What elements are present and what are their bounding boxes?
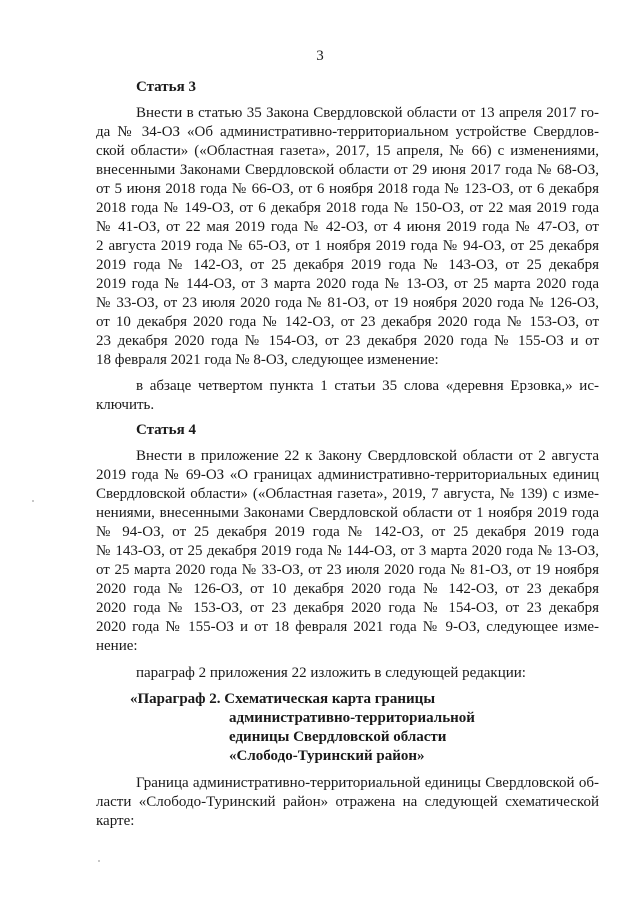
text-line: 2020 года № 126-ОЗ, от 10 декабря 2020 года № 142-ОЗ, от 23 декабря: [96, 581, 599, 597]
border-text-line: ласти «Слободо-Туринский район» отражена на следующей схематической: [96, 794, 599, 810]
text-line: № 41-ОЗ, от 22 мая 2019 года № 42-ОЗ, от 4 июня 2019 года № 47-ОЗ, от: [96, 219, 599, 235]
text-line: 2019 года № 144-ОЗ, от 3 марта 2020 года № 13-ОЗ, от 25 марта 2020 года: [96, 276, 599, 292]
text-line: 2018 года № 149-ОЗ, от 6 декабря 2018 года № 150-ОЗ, от 22 мая 2019 года: [96, 200, 599, 216]
text-line: Внести в статью 35 Закона Свердловской области от 13 апреля 2017 го-: [136, 105, 599, 121]
text-line: 18 февраля 2021 года № 8-ОЗ, следующее изменение:: [96, 352, 439, 368]
text-line: нение:: [96, 638, 138, 654]
scan-speck: [32, 500, 34, 502]
text-line: внесенными Законами Свердловской области от 29 июня 2017 года № 68-ОЗ,: [96, 162, 599, 178]
text-line: от 10 декабря 2020 года № 142-ОЗ, от 23 декабря 2020 года № 153-ОЗ, от: [96, 314, 599, 330]
amendment-line: в абзаце четвертом пункта 1 статьи 35 слова «деревня Ерзовка,» ис-: [136, 378, 599, 394]
paragraph-title-line-4: «Слободо-Туринский район»: [229, 748, 425, 764]
text-line: 2 августа 2019 года № 65-ОЗ, от 1 ноября 2019 года № 94-ОЗ, от 25 декабря: [96, 238, 599, 254]
text-line: 23 декабря 2020 года № 154-ОЗ, от 23 декабря 2020 года № 155-ОЗ и от: [96, 333, 599, 349]
page-number: 3: [316, 48, 324, 64]
border-text-line: карте:: [96, 813, 135, 829]
text-line: 2019 года № 142-ОЗ, от 25 декабря 2019 года № 143-ОЗ, от 25 декабря: [96, 257, 599, 273]
text-line: Свердловской области» («Областная газета», 2019, 7 августа, № 139) с изме-: [96, 486, 599, 502]
text-line: 2020 года № 155-ОЗ и от 18 февраля 2021 года № 9-ОЗ, следующее изме-: [96, 619, 599, 635]
paragraph-title-line-3: единицы Свердловской области: [229, 729, 447, 745]
article-4-heading: Статья 4: [136, 422, 196, 438]
text-line: да № 34-ОЗ «Об административно-территориальном устройстве Свердлов-: [96, 124, 599, 140]
text-line: нениями, внесенными Законами Свердловской области от 1 ноября 2019 года: [96, 505, 599, 521]
paragraph-title-line-1: «Параграф 2. Схематическая карта границы: [130, 691, 436, 707]
paragraph-title-line-2: административно-территориальной: [229, 710, 475, 726]
text-line: 2020 года № 153-ОЗ, от 23 декабря 2020 года № 154-ОЗ, от 23 декабря: [96, 600, 599, 616]
text-line: от 5 июня 2018 года № 66-ОЗ, от 6 ноября 2018 года № 123-ОЗ, от 6 декабря: [96, 181, 599, 197]
amendment-line: ключить.: [96, 397, 155, 413]
instruction-line: параграф 2 приложения 22 изложить в следующей редакции:: [136, 665, 526, 681]
text-line: № 94-ОЗ, от 25 декабря 2019 года № 142-ОЗ, от 25 декабря 2019 года: [96, 524, 599, 540]
border-text-line: Граница административно-территориальной единицы Свердловской об-: [136, 775, 599, 791]
text-line: № 33-ОЗ, от 23 июля 2020 года № 81-ОЗ, от 19 ноября 2020 года № 126-ОЗ,: [96, 295, 599, 311]
text-line: 2019 года № 69-ОЗ «О границах административно-территориальных единиц: [96, 467, 599, 483]
text-line: № 143-ОЗ, от 25 декабря 2019 года № 144-ОЗ, от 3 марта 2020 года № 13-ОЗ,: [96, 543, 599, 559]
text-line: от 25 марта 2020 года № 33-ОЗ, от 23 июля 2020 года № 81-ОЗ, от 19 ноября: [96, 562, 599, 578]
text-line: ской области» («Областная газета», 2017, 15 апреля, № 66) с изменениями,: [96, 143, 599, 159]
article-3-heading: Статья 3: [136, 79, 196, 95]
text-line: Внести в приложение 22 к Закону Свердловской области от 2 августа: [136, 448, 599, 464]
scan-speck: [98, 860, 100, 862]
